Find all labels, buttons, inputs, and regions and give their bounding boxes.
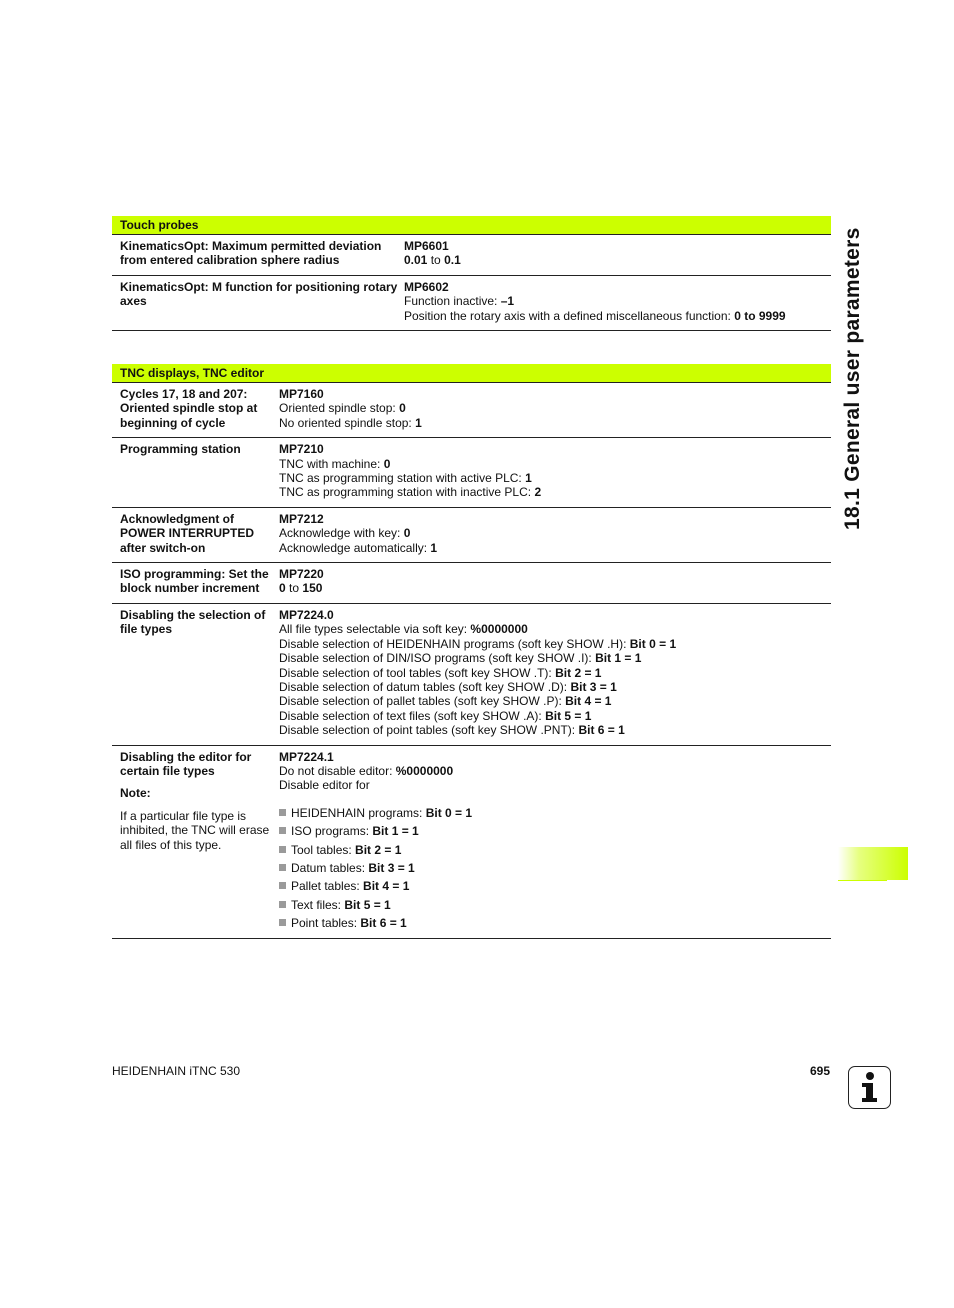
value-line: Disable selection of datum tables (soft key SHOW .D): Bit 3 = 1 xyxy=(279,679,617,694)
param-label: Disabling the editor for certain file types xyxy=(120,749,252,778)
list-item: Text files: Bit 5 = 1 xyxy=(279,898,472,912)
footer-product: HEIDENHAIN iTNC 530 xyxy=(112,1064,241,1078)
list-item: HEIDENHAIN programs: Bit 0 = 1 xyxy=(279,806,472,820)
param-value xyxy=(279,442,541,500)
param-label: ISO programming: Set the block number increment xyxy=(120,567,269,596)
value-line: Oriented spindle stop: 0 xyxy=(279,401,406,416)
param-value xyxy=(404,280,786,323)
value-line: All file types selectable via soft key: %0000000 xyxy=(279,622,528,637)
value-line: TNC as programming station with inactive PLC: 2 xyxy=(279,485,542,500)
value-line: Disable selection of tool tables (soft key SHOW .T): Bit 2 = 1 xyxy=(279,665,602,680)
value-line: Function inactive: –1 xyxy=(404,294,515,309)
page-number: 695 xyxy=(809,1064,830,1078)
value-line: No oriented spindle stop: 1 xyxy=(279,415,422,430)
list-item: Datum tables: Bit 3 = 1 xyxy=(279,861,472,875)
value-line: Disable selection of HEIDENHAIN programs (soft key SHOW .H): Bit 0 = 1 xyxy=(279,636,677,651)
param-label: Disabling the selection of file types xyxy=(120,607,266,637)
param-value xyxy=(279,750,472,931)
param-label: Programming station xyxy=(120,442,241,457)
param-value xyxy=(279,567,324,596)
table-row xyxy=(112,563,831,604)
table-header: Touch probes xyxy=(112,216,831,235)
note-title: Note: xyxy=(120,786,151,801)
list-item: Tool tables: Bit 2 = 1 xyxy=(279,843,472,857)
value-line: Do not disable editor: %0000000 xyxy=(279,763,454,778)
square-bullet-icon xyxy=(279,901,286,908)
table-row xyxy=(112,604,831,746)
value-line: TNC as programming station with active PLC: 1 xyxy=(279,471,532,486)
mp-number: MP7160 xyxy=(279,387,324,401)
param-value xyxy=(279,608,676,738)
param-value xyxy=(279,387,422,430)
note-text: If a particular file type is inhibited, the TNC will erase all files of this type. xyxy=(120,808,270,852)
param-label: Acknowledgment of POWER INTERRUPTED after switch-on xyxy=(120,511,255,555)
table-row xyxy=(112,508,831,563)
square-bullet-icon xyxy=(279,827,286,834)
list-item: ISO programs: Bit 1 = 1 xyxy=(279,824,472,838)
mp-number: MP6602 xyxy=(404,279,449,294)
range-line: 0 to 150 xyxy=(279,581,323,596)
chapter-tab-line xyxy=(838,880,887,881)
value-line: TNC with machine: 0 xyxy=(279,456,391,471)
value-line: Position the rotary axis with a defined miscellaneous function: 0 to 9999 xyxy=(404,308,786,323)
value-line: Disable selection of text files (soft key SHOW .A): Bit 5 = 1 xyxy=(279,708,592,723)
value-line: Disable selection of pallet tables (soft key SHOW .P): Bit 4 = 1 xyxy=(279,694,612,709)
param-label: KinematicsOpt: Maximum permitted deviation from entered calibration sphere radius xyxy=(120,239,382,268)
mp-number: MP7224.0 xyxy=(279,607,334,622)
square-bullet-icon xyxy=(279,809,286,816)
list-item: Point tables: Bit 6 = 1 xyxy=(279,916,472,930)
square-bullet-icon xyxy=(279,919,286,926)
square-bullet-icon xyxy=(279,882,286,889)
mp-number: MP7212 xyxy=(279,511,324,526)
table-row xyxy=(112,235,831,276)
square-bullet-icon xyxy=(279,846,286,853)
value-line: Disable selection of DIN/ISO programs (soft key SHOW .I): Bit 1 = 1 xyxy=(279,651,642,666)
square-bullet-icon xyxy=(279,864,286,871)
table-row xyxy=(112,746,831,939)
mp-number: MP7210 xyxy=(279,442,324,457)
param-value xyxy=(404,239,461,268)
param-value xyxy=(279,512,437,555)
mp-number: MP6601 xyxy=(404,239,449,253)
table-row xyxy=(112,438,831,508)
table-row xyxy=(112,276,831,331)
table-header: TNC displays, TNC editor xyxy=(112,364,831,383)
table-row xyxy=(112,383,831,438)
param-label: Cycles 17, 18 and 207: Oriented spindle stop at beginning of cycle xyxy=(120,387,258,430)
value-line: Acknowledge automatically: 1 xyxy=(279,540,438,555)
info-icon xyxy=(848,1066,891,1109)
touch-probes-table xyxy=(112,216,831,331)
tnc-displays-table xyxy=(112,364,831,939)
value-line: Acknowledge with key: 0 xyxy=(279,526,411,541)
value-line: Disable selection of point tables (soft key SHOW .PNT): Bit 6 = 1 xyxy=(279,723,625,738)
chapter-tab xyxy=(838,847,908,880)
mp-number: MP7220 xyxy=(279,567,324,582)
value-line: Disable editor for xyxy=(279,778,370,793)
param-label-cell xyxy=(112,750,279,931)
range-line: 0.01 to 0.1 xyxy=(404,253,461,268)
param-label: KinematicsOpt: M function for positioning rotary axes xyxy=(120,279,398,309)
mp-number: MP7224.1 xyxy=(279,749,334,764)
list-item: Pallet tables: Bit 4 = 1 xyxy=(279,879,472,893)
